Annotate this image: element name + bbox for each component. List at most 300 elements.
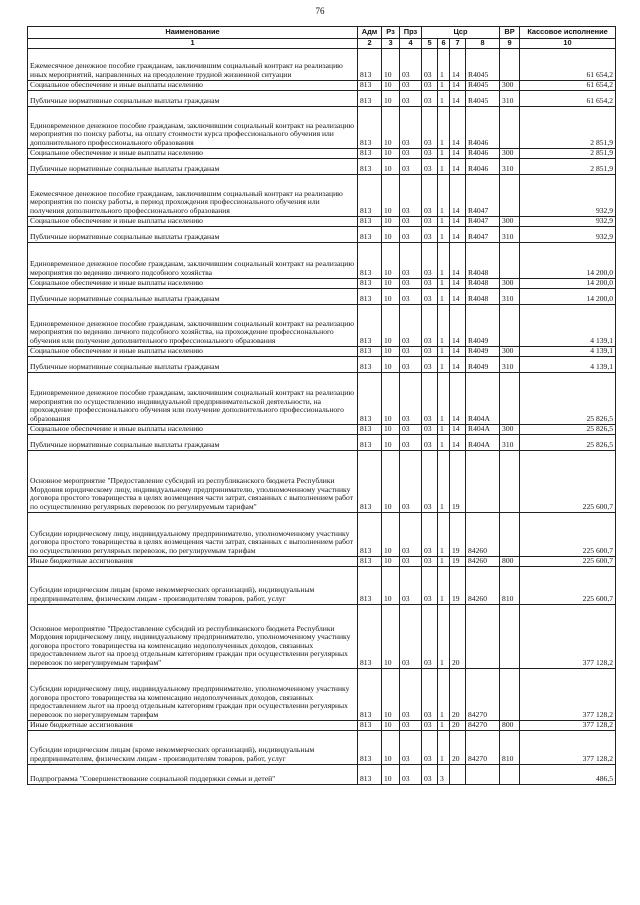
row-name: Социальное обеспечение и иные выплаты населению	[28, 424, 358, 434]
row-name: Основное мероприятие "Предоставление субсидий из республиканского бюджета Республики Мордовия юридическому лицу, индивидуальному предпринимателю, уполномоченному участнику договора простого товарищества в целях возмещения части затрат, связанных с выполнением работ по осуществлению регулярных перевозок по регулируемым тарифам"	[28, 450, 358, 512]
row-vr	[500, 450, 520, 512]
row-csr-part-3: 14	[450, 288, 466, 304]
row-adm: 813	[358, 90, 382, 106]
row-csr-part-3: 14	[450, 304, 466, 346]
table-row	[28, 148, 616, 158]
row-csr-part-4: R404A	[466, 372, 500, 424]
table-row	[28, 226, 616, 242]
row-csr-part-3: 14	[450, 90, 466, 106]
row-prz: 03	[400, 90, 422, 106]
row-name: Публичные нормативные социальные выплаты гражданам	[28, 356, 358, 372]
row-vr	[500, 512, 520, 556]
row-csr-part-2: 1	[438, 424, 450, 434]
row-rz: 10	[382, 668, 400, 720]
row-amount: 932,9	[520, 174, 616, 216]
row-amount: 61 654,2	[520, 48, 616, 80]
row-csr-part-3: 20	[450, 730, 466, 764]
row-amount: 14 200,0	[520, 288, 616, 304]
row-rz: 10	[382, 90, 400, 106]
row-vr: 800	[500, 556, 520, 566]
row-rz: 10	[382, 556, 400, 566]
row-csr-part-1: 03	[422, 556, 438, 566]
row-adm: 813	[358, 216, 382, 226]
row-adm: 813	[358, 242, 382, 278]
row-csr-part-2: 1	[438, 288, 450, 304]
row-csr-part-4	[466, 604, 500, 668]
table-row	[28, 556, 616, 566]
row-rz: 10	[382, 226, 400, 242]
row-name: Публичные нормативные социальные выплаты гражданам	[28, 288, 358, 304]
row-csr-part-1: 03	[422, 288, 438, 304]
row-csr-part-3: 14	[450, 242, 466, 278]
row-csr-part-3: 14	[450, 48, 466, 80]
row-csr-part-4: R4045	[466, 90, 500, 106]
row-rz: 10	[382, 158, 400, 174]
row-amount: 2 851,9	[520, 106, 616, 148]
row-prz: 03	[400, 434, 422, 450]
row-csr-part-1: 03	[422, 730, 438, 764]
row-vr: 810	[500, 566, 520, 604]
row-prz: 03	[400, 48, 422, 80]
row-csr-part-4: R4048	[466, 278, 500, 288]
row-amount: 377 128,2	[520, 668, 616, 720]
table-body	[28, 48, 616, 784]
row-amount: 377 128,2	[520, 604, 616, 668]
header-name: Наименование	[28, 27, 358, 39]
row-csr-part-1: 03	[422, 278, 438, 288]
row-adm: 813	[358, 764, 382, 784]
row-csr-part-3: 20	[450, 604, 466, 668]
row-csr-part-3: 14	[450, 80, 466, 90]
row-vr	[500, 304, 520, 346]
row-csr-part-2: 1	[438, 174, 450, 216]
table-row	[28, 48, 616, 80]
row-prz: 03	[400, 216, 422, 226]
row-csr-part-4: R4045	[466, 48, 500, 80]
row-csr-part-4: 84270	[466, 720, 500, 730]
row-amount: 61 654,2	[520, 80, 616, 90]
row-amount: 25 826,5	[520, 424, 616, 434]
row-rz: 10	[382, 424, 400, 434]
row-csr-part-1: 03	[422, 80, 438, 90]
row-csr-part-1: 03	[422, 174, 438, 216]
row-csr-part-2: 1	[438, 668, 450, 720]
row-rz: 10	[382, 604, 400, 668]
row-adm: 813	[358, 226, 382, 242]
row-csr-part-4: 84260	[466, 566, 500, 604]
row-prz: 03	[400, 174, 422, 216]
column-number: 10	[520, 39, 616, 49]
row-name: Иные бюджетные ассигнования	[28, 720, 358, 730]
row-name: Субсидии юридическому лицу, индивидуальному предпринимателю, уполномоченному участнику договора простого товарищества на компенсацию недополученных доходов, связанных предоставлением льгот на проезд отдельным категориям граждан при осуществлении регулярных перевозок по нерегулируемым тарифам	[28, 668, 358, 720]
row-adm: 813	[358, 668, 382, 720]
row-prz: 03	[400, 148, 422, 158]
row-csr-part-1: 03	[422, 434, 438, 450]
row-prz: 03	[400, 604, 422, 668]
row-vr: 310	[500, 288, 520, 304]
row-name: Публичные нормативные социальные выплаты гражданам	[28, 90, 358, 106]
column-number-row	[28, 39, 616, 49]
row-name: Ежемесячное денежное пособие гражданам, заключившим социальный контракт на реализацию мероприятия по поиску работы, в период прохождения профессионального обучения или получения дополнительного профессионального образования	[28, 174, 358, 216]
row-csr-part-2: 1	[438, 278, 450, 288]
row-csr-part-4: 84270	[466, 730, 500, 764]
row-prz: 03	[400, 372, 422, 424]
row-amount: 4 139,1	[520, 346, 616, 356]
row-vr	[500, 174, 520, 216]
row-vr	[500, 242, 520, 278]
table-row	[28, 512, 616, 556]
row-prz: 03	[400, 512, 422, 556]
row-vr: 810	[500, 730, 520, 764]
row-vr: 300	[500, 278, 520, 288]
row-csr-part-1: 03	[422, 90, 438, 106]
row-amount: 225 600,7	[520, 450, 616, 512]
table-row	[28, 80, 616, 90]
row-name: Единовременное денежное пособие гражданам, заключившим социальный контракт на реализацию мероприятия по ведению личного подсобного хозяйства	[28, 242, 358, 278]
row-rz: 10	[382, 242, 400, 278]
row-csr-part-4: R4047	[466, 174, 500, 216]
row-amount: 932,9	[520, 216, 616, 226]
row-csr-part-2: 1	[438, 372, 450, 424]
row-rz: 10	[382, 720, 400, 730]
row-csr-part-4: R4049	[466, 356, 500, 372]
row-csr-part-2: 1	[438, 434, 450, 450]
page-number: 76	[315, 6, 325, 16]
row-csr-part-3: 14	[450, 216, 466, 226]
row-csr-part-4: R4046	[466, 148, 500, 158]
row-csr-part-4	[466, 450, 500, 512]
column-number: 7	[450, 39, 466, 49]
row-csr-part-4: R4049	[466, 346, 500, 356]
row-csr-part-4: R4049	[466, 304, 500, 346]
row-adm: 813	[358, 80, 382, 90]
row-csr-part-1: 03	[422, 158, 438, 174]
row-csr-part-1: 03	[422, 764, 438, 784]
header-vr: ВР	[500, 27, 520, 39]
row-csr-part-4: R4048	[466, 242, 500, 278]
row-csr-part-2: 1	[438, 720, 450, 730]
row-name: Социальное обеспечение и иные выплаты населению	[28, 148, 358, 158]
row-name: Публичные нормативные социальные выплаты гражданам	[28, 158, 358, 174]
row-prz: 03	[400, 242, 422, 278]
row-csr-part-2: 1	[438, 158, 450, 174]
row-name: Единовременное денежное пособие гражданам, заключившим социальный контракт на реализацию мероприятия по ведению личного подсобного хозяйства, на прохождение профессионального обучения или получение дополнительного профессионального образования	[28, 304, 358, 346]
row-rz: 10	[382, 372, 400, 424]
row-vr: 310	[500, 356, 520, 372]
row-prz: 03	[400, 278, 422, 288]
row-adm: 813	[358, 288, 382, 304]
row-rz: 10	[382, 730, 400, 764]
table-row	[28, 604, 616, 668]
table-row	[28, 106, 616, 148]
row-name: Основное мероприятие "Предоставление субсидий из республиканского бюджета Республики Мордовия юридическому лицу, индивидуальному предпринимателю, уполномоченному участнику договора простого товарищества на компенсацию недополученных доходов, связанных предоставлением льгот на проезд отдельным категориям граждан при осуществлении регулярных перевозок по нерегулируемым тарифам"	[28, 604, 358, 668]
row-rz: 10	[382, 566, 400, 604]
row-csr-part-3: 14	[450, 106, 466, 148]
row-prz: 03	[400, 730, 422, 764]
table-row	[28, 730, 616, 764]
row-csr-part-1: 03	[422, 566, 438, 604]
row-amount: 25 826,5	[520, 434, 616, 450]
row-csr-part-2: 1	[438, 356, 450, 372]
row-name: Единовременное денежное пособие гражданам, заключившим социальный контракт на реализацию мероприятия по поиску работы, на оплату стоимости курса профессионального обучения или дополнительного профессионального образования	[28, 106, 358, 148]
row-amount: 4 139,1	[520, 304, 616, 346]
row-adm: 813	[358, 730, 382, 764]
row-adm: 813	[358, 148, 382, 158]
column-number: 1	[28, 39, 358, 49]
row-prz: 03	[400, 106, 422, 148]
row-csr-part-2: 1	[438, 512, 450, 556]
row-vr: 300	[500, 346, 520, 356]
budget-execution-table	[27, 26, 616, 785]
row-name: Субсидии юридическим лицам (кроме некоммерческих организаций), индивидуальным предпринимателям, физическим лицам - производителям товаров, работ, услуг	[28, 566, 358, 604]
row-vr: 310	[500, 226, 520, 242]
row-rz: 10	[382, 174, 400, 216]
header-row	[28, 27, 616, 39]
row-rz: 10	[382, 356, 400, 372]
table-row	[28, 90, 616, 106]
header-amount: Кассовое исполнение	[520, 27, 616, 39]
row-csr-part-4: R4047	[466, 226, 500, 242]
row-adm: 813	[358, 512, 382, 556]
column-number: 2	[358, 39, 382, 49]
row-csr-part-1: 03	[422, 148, 438, 158]
row-prz: 03	[400, 566, 422, 604]
row-prz: 03	[400, 356, 422, 372]
table-row	[28, 764, 616, 784]
row-adm: 813	[358, 450, 382, 512]
row-csr-part-4: 84260	[466, 512, 500, 556]
row-csr-part-4: R4046	[466, 106, 500, 148]
row-csr-part-4: R4045	[466, 80, 500, 90]
row-name: Субсидии юридическим лицам (кроме некоммерческих организаций), индивидуальным предпринимателям, физическим лицам - производителям товаров, работ, услуг	[28, 730, 358, 764]
row-rz: 10	[382, 216, 400, 226]
row-csr-part-4: R404A	[466, 434, 500, 450]
row-csr-part-3	[450, 764, 466, 784]
row-csr-part-2: 1	[438, 242, 450, 278]
row-csr-part-1: 03	[422, 226, 438, 242]
row-vr: 800	[500, 720, 520, 730]
row-adm: 813	[358, 346, 382, 356]
column-number: 8	[466, 39, 500, 49]
row-csr-part-2: 1	[438, 80, 450, 90]
row-rz: 10	[382, 48, 400, 80]
column-number: 6	[438, 39, 450, 49]
row-name: Иные бюджетные ассигнования	[28, 556, 358, 566]
row-csr-part-2: 1	[438, 106, 450, 148]
row-csr-part-2: 1	[438, 226, 450, 242]
row-rz: 10	[382, 346, 400, 356]
row-adm: 813	[358, 720, 382, 730]
row-name: Социальное обеспечение и иные выплаты населению	[28, 346, 358, 356]
header-adm: Адм	[358, 27, 382, 39]
row-adm: 813	[358, 304, 382, 346]
row-rz: 10	[382, 278, 400, 288]
row-csr-part-3: 19	[450, 512, 466, 556]
table-row	[28, 720, 616, 730]
row-csr-part-1: 03	[422, 48, 438, 80]
row-adm: 813	[358, 158, 382, 174]
row-rz: 10	[382, 450, 400, 512]
row-csr-part-1: 03	[422, 372, 438, 424]
row-amount: 2 851,9	[520, 158, 616, 174]
row-prz: 03	[400, 764, 422, 784]
row-csr-part-4: 84270	[466, 668, 500, 720]
row-name: Социальное обеспечение и иные выплаты населению	[28, 80, 358, 90]
row-csr-part-3: 14	[450, 424, 466, 434]
row-adm: 813	[358, 372, 382, 424]
row-rz: 10	[382, 288, 400, 304]
row-prz: 03	[400, 158, 422, 174]
row-vr	[500, 764, 520, 784]
row-vr: 300	[500, 148, 520, 158]
row-csr-part-2: 1	[438, 556, 450, 566]
row-name: Субсидии юридическому лицу, индивидуальному предпринимателю, уполномоченному участнику договора простого товарищества в целях возмещения части затрат, связанных с выполнением работ по осуществлению регулярных перевозок, по регулируемым тарифам	[28, 512, 358, 556]
row-amount: 486,5	[520, 764, 616, 784]
row-prz: 03	[400, 226, 422, 242]
row-prz: 03	[400, 668, 422, 720]
row-csr-part-3: 14	[450, 148, 466, 158]
row-csr-part-1: 03	[422, 356, 438, 372]
row-name: Единовременное денежное пособие гражданам, заключившим социальный контракт на реализацию мероприятия по осуществлению индивидуальной предпринимательской деятельности, на прохождение профессионального обучения или получение дополнительного профессионального образования	[28, 372, 358, 424]
header-rz: Рз	[382, 27, 400, 39]
table-row	[28, 356, 616, 372]
row-csr-part-3: 19	[450, 566, 466, 604]
row-amount: 2 851,9	[520, 148, 616, 158]
row-csr-part-3: 14	[450, 278, 466, 288]
row-csr-part-2: 1	[438, 216, 450, 226]
row-csr-part-1: 03	[422, 106, 438, 148]
row-rz: 10	[382, 304, 400, 346]
row-csr-part-3: 14	[450, 346, 466, 356]
row-vr: 300	[500, 80, 520, 90]
table-row	[28, 288, 616, 304]
row-vr	[500, 48, 520, 80]
row-rz: 10	[382, 434, 400, 450]
row-vr	[500, 604, 520, 668]
row-adm: 813	[358, 424, 382, 434]
row-vr	[500, 668, 520, 720]
header-csr: Цср	[422, 27, 500, 39]
row-csr-part-2: 1	[438, 566, 450, 604]
row-prz: 03	[400, 556, 422, 566]
row-adm: 813	[358, 106, 382, 148]
row-csr-part-2: 1	[438, 730, 450, 764]
table-row	[28, 424, 616, 434]
column-number: 5	[422, 39, 438, 49]
row-amount: 61 654,2	[520, 90, 616, 106]
row-adm: 813	[358, 604, 382, 668]
row-amount: 377 128,2	[520, 720, 616, 730]
row-adm: 813	[358, 566, 382, 604]
row-name: Публичные нормативные социальные выплаты гражданам	[28, 434, 358, 450]
row-name: Социальное обеспечение и иные выплаты населению	[28, 278, 358, 288]
row-adm: 813	[358, 174, 382, 216]
row-vr	[500, 106, 520, 148]
row-amount: 14 200,0	[520, 278, 616, 288]
column-number: 9	[500, 39, 520, 49]
table-row	[28, 278, 616, 288]
row-csr-part-3: 20	[450, 668, 466, 720]
row-vr: 300	[500, 216, 520, 226]
row-vr: 310	[500, 158, 520, 174]
row-csr-part-3: 14	[450, 372, 466, 424]
table-row	[28, 174, 616, 216]
row-name: Ежемесячное денежное пособие гражданам, заключившим социальный контракт на реализацию иных мероприятий, направленных на преодоление трудной жизненной ситуации	[28, 48, 358, 80]
row-amount: 225 600,7	[520, 512, 616, 556]
row-name: Социальное обеспечение и иные выплаты населению	[28, 216, 358, 226]
column-number: 4	[400, 39, 422, 49]
row-rz: 10	[382, 148, 400, 158]
row-amount: 25 826,5	[520, 372, 616, 424]
row-csr-part-4: R4046	[466, 158, 500, 174]
row-csr-part-4: 84260	[466, 556, 500, 566]
row-csr-part-1: 03	[422, 512, 438, 556]
table-row	[28, 566, 616, 604]
row-rz: 10	[382, 80, 400, 90]
row-csr-part-1: 03	[422, 720, 438, 730]
row-vr: 310	[500, 90, 520, 106]
row-csr-part-1: 03	[422, 450, 438, 512]
row-prz: 03	[400, 450, 422, 512]
row-amount: 377 128,2	[520, 730, 616, 764]
table-row	[28, 158, 616, 174]
table-row	[28, 304, 616, 346]
row-csr-part-2: 1	[438, 304, 450, 346]
row-rz: 10	[382, 764, 400, 784]
row-prz: 03	[400, 304, 422, 346]
row-name: Публичные нормативные социальные выплаты гражданам	[28, 226, 358, 242]
row-csr-part-2: 1	[438, 450, 450, 512]
row-csr-part-2: 1	[438, 346, 450, 356]
row-rz: 10	[382, 106, 400, 148]
row-csr-part-4	[466, 764, 500, 784]
row-csr-part-3: 20	[450, 720, 466, 730]
row-csr-part-2: 1	[438, 48, 450, 80]
row-adm: 813	[358, 356, 382, 372]
row-csr-part-3: 14	[450, 226, 466, 242]
row-csr-part-1: 03	[422, 668, 438, 720]
row-name: Подпрограмма "Совершенствование социальной поддержки семьи и детей"	[28, 764, 358, 784]
row-csr-part-1: 03	[422, 346, 438, 356]
row-prz: 03	[400, 346, 422, 356]
row-csr-part-3: 14	[450, 158, 466, 174]
table-row	[28, 216, 616, 226]
row-csr-part-1: 03	[422, 216, 438, 226]
table-row	[28, 372, 616, 424]
row-csr-part-1: 03	[422, 424, 438, 434]
row-amount: 4 139,1	[520, 356, 616, 372]
column-number: 3	[382, 39, 400, 49]
row-adm: 813	[358, 278, 382, 288]
row-vr: 310	[500, 434, 520, 450]
table-row	[28, 450, 616, 512]
table-row	[28, 346, 616, 356]
row-csr-part-2: 1	[438, 90, 450, 106]
row-adm: 813	[358, 48, 382, 80]
row-prz: 03	[400, 424, 422, 434]
row-amount: 225 600,7	[520, 556, 616, 566]
row-csr-part-3: 19	[450, 450, 466, 512]
row-amount: 932,9	[520, 226, 616, 242]
row-prz: 03	[400, 80, 422, 90]
table-row	[28, 242, 616, 278]
row-csr-part-3: 14	[450, 356, 466, 372]
row-adm: 813	[358, 556, 382, 566]
header-prz: Прз	[400, 27, 422, 39]
row-csr-part-4: R404A	[466, 424, 500, 434]
row-csr-part-1: 03	[422, 242, 438, 278]
row-amount: 14 200,0	[520, 242, 616, 278]
